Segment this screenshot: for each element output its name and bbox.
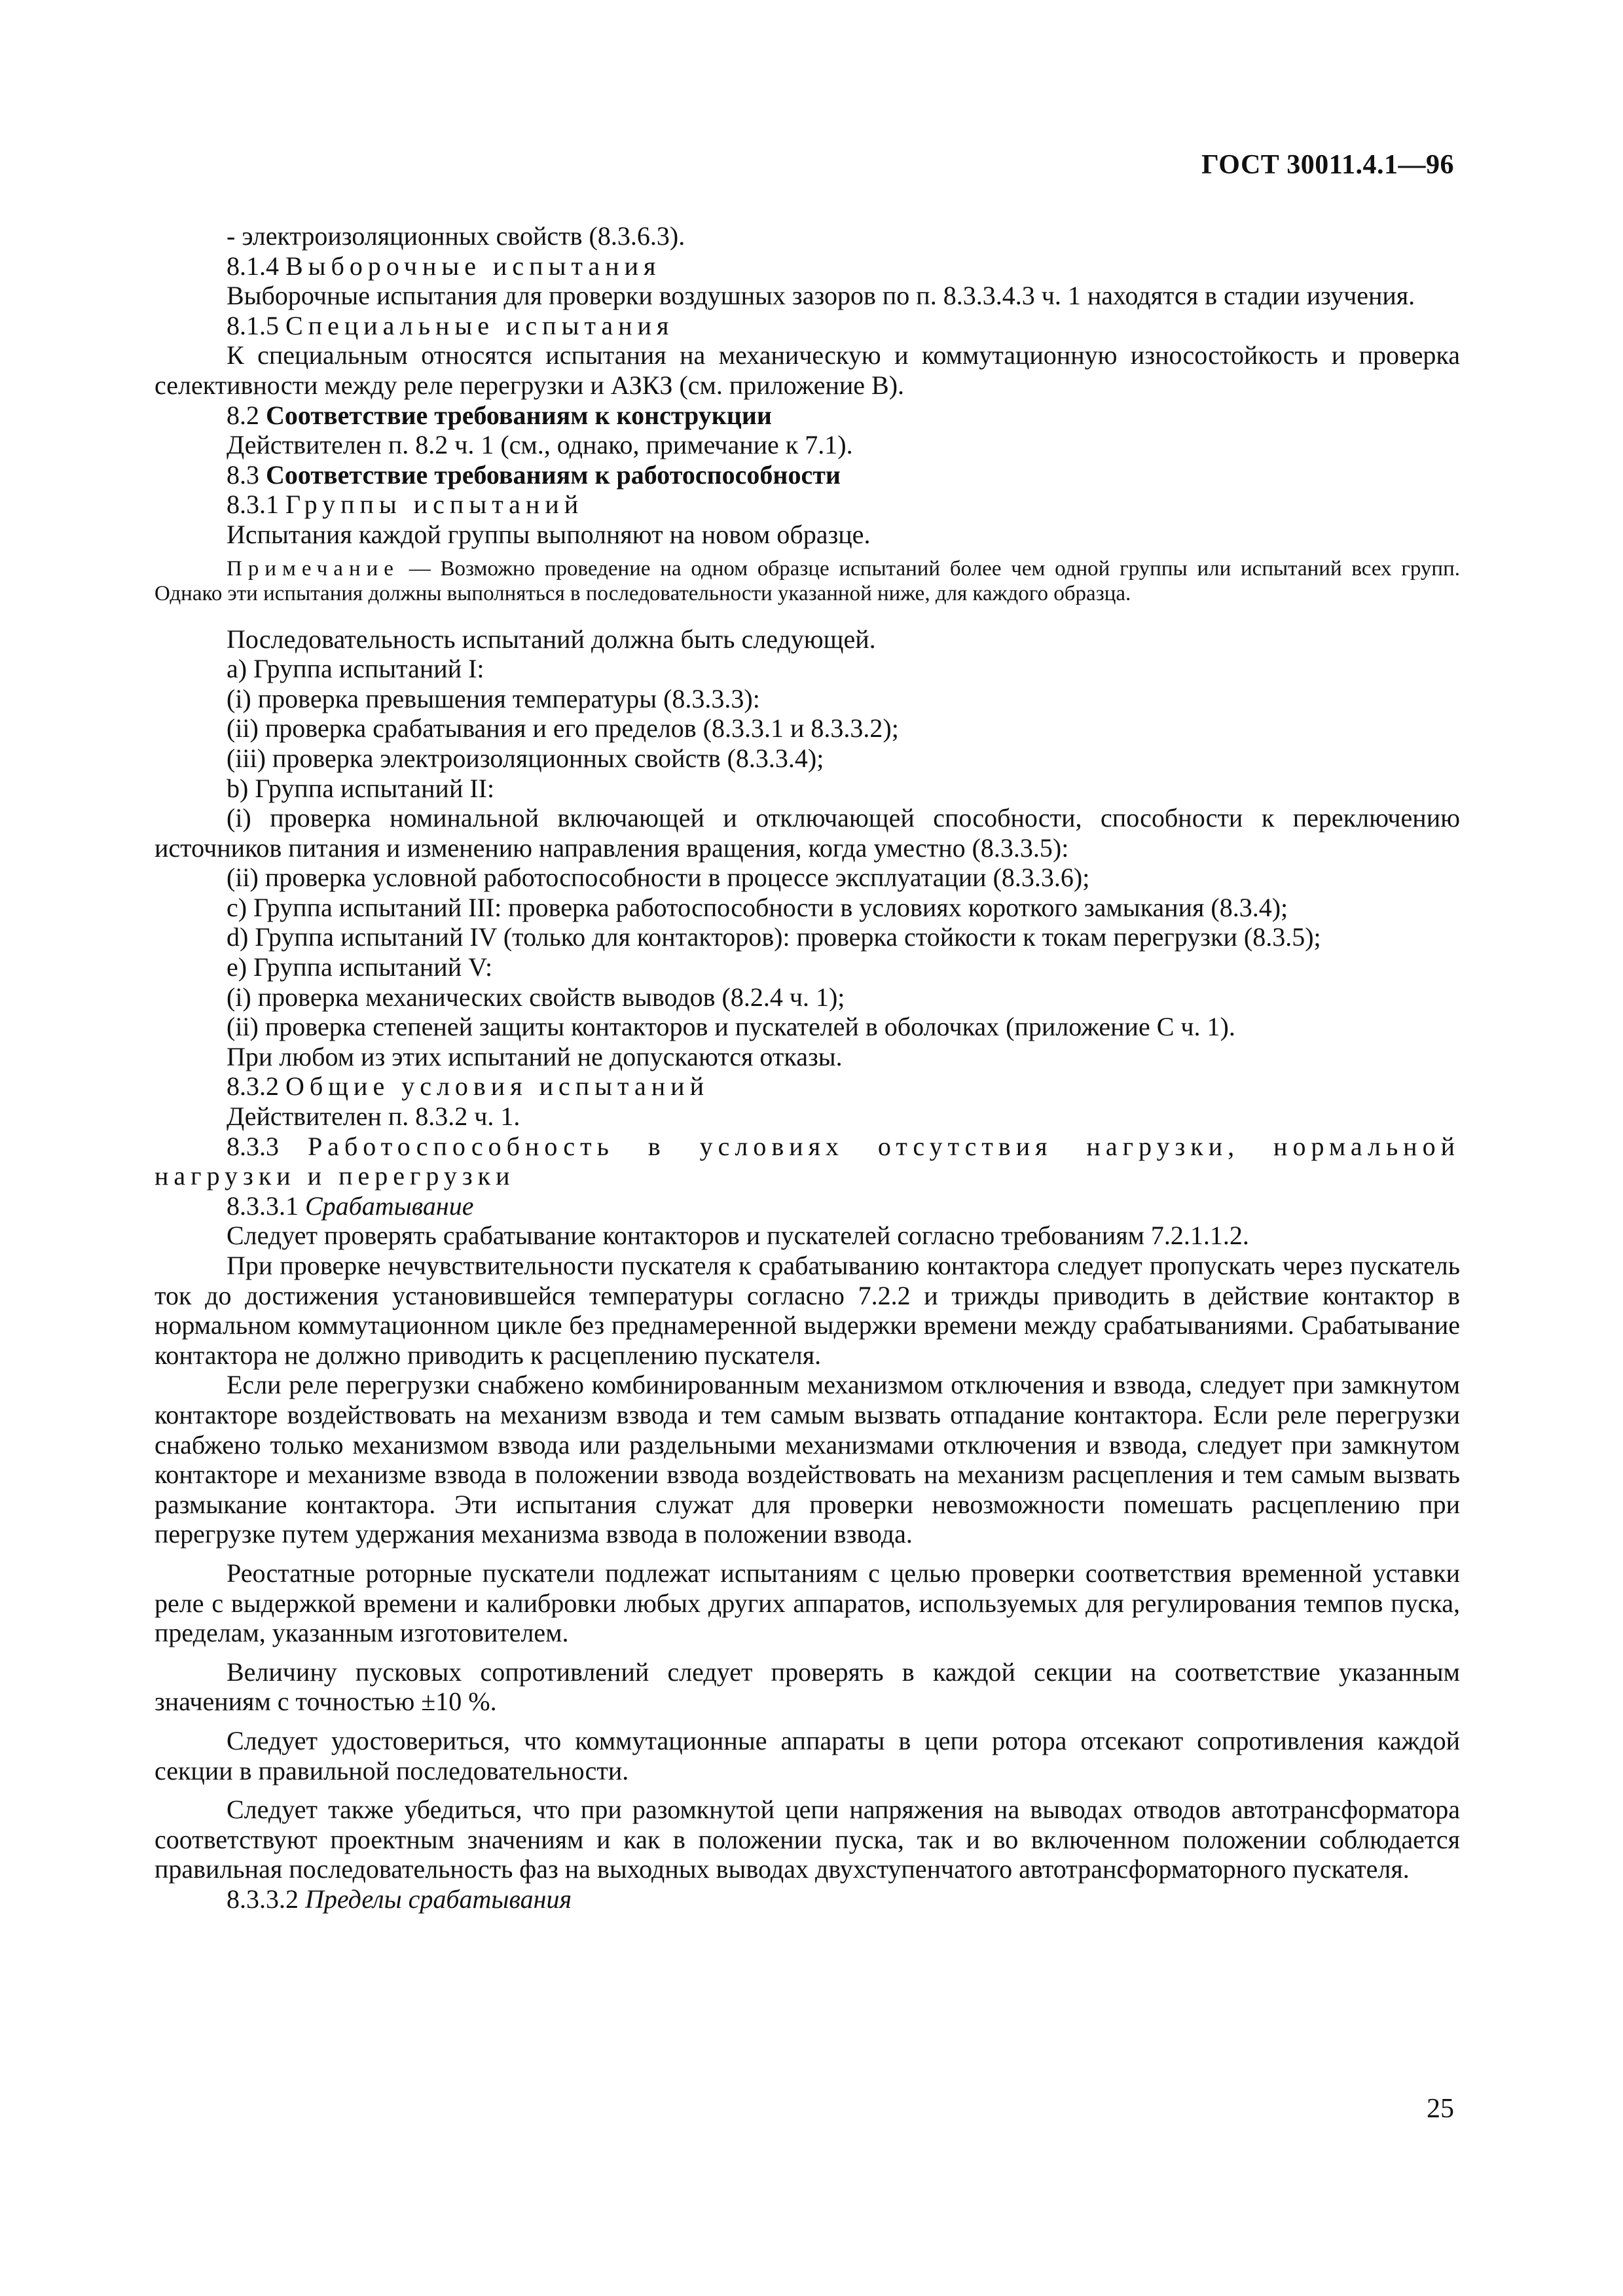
page-number: 25 [1427, 2094, 1454, 2124]
list-item: (iii) проверка электроизоляционных свойств (8.3.3.4); [227, 743, 824, 773]
document-body [155, 221, 1460, 1914]
list-item: b) Группа испытаний II: [227, 773, 495, 803]
paragraph: Следует также убедиться, что при разомкнутой цепи напряжения на выводах отводов автотрансформатора соответствуют проектным значениям и как в положении пуска, так и во включенном положении соблюдается правильная последовательность фаз на выходных выводах двухступенчатого автотрансформаторного пускателя. [155, 1795, 1460, 1884]
paragraph: Действителен п. 8.3.2 ч. 1. [227, 1102, 520, 1132]
list-item: (i) проверка механических свойств выводов (8.2.4 ч. 1); [227, 982, 845, 1012]
section-heading-8-3-1: 8.3.1 Группы испытаний [227, 490, 584, 520]
list-item: а) Группа испытаний I: [227, 654, 484, 684]
paragraph: При проверке нечувствительности пускателя к срабатыванию контактора следует пропускать через пускатель ток до достижения установившейся температуры согласно 7.2.2 и трижды приводить в действие контактор в нормальном коммутационном цикле без преднамеренной выдержки времени между срабатываниями. Срабатывание контактора не должно приводить к расцеплению пускателя. [155, 1251, 1460, 1370]
paragraph: К специальным относятся испытания на механическую и коммутационную износостойкость и проверка селективности между реле перегрузки и АЗКЗ (см. приложение В). [155, 340, 1460, 400]
section-heading-8-3-3-1: 8.3.3.1 Срабатывание [227, 1191, 474, 1221]
list-item: (i) проверка номинальной включающей и отключающей способности, способности к переключению источников питания и изменению направления вращения, когда уместно (8.3.3.5): [155, 803, 1460, 863]
paragraph: Действителен п. 8.2 ч. 1 (см., однако, примечание к 7.1). [227, 430, 853, 460]
paragraph: Следует проверять срабатывание контакторов и пускателей согласно требованиям 7.2.1.1.2. [227, 1221, 1249, 1251]
list-item: е) Группа испытаний V: [227, 952, 493, 982]
text-line: - электроизоляционных свойств (8.3.6.3). [227, 221, 685, 251]
section-heading-8-3-2: 8.3.2 Общие условия испытаний [227, 1071, 709, 1102]
section-heading-8-2: 8.2 Соответствие требованиям к конструкции [227, 400, 772, 430]
list-item: (ii) проверка срабатывания и его пределов (8.3.3.1 и 8.3.3.2); [227, 713, 899, 744]
paragraph: Выборочные испытания для проверки воздушных зазоров по п. 8.3.3.4.3 ч. 1 находятся в стадии изучения. [227, 281, 1415, 311]
note-block [155, 556, 1460, 606]
paragraph: При любом из этих испытаний не допускаются отказы. [227, 1041, 843, 1071]
section-heading-8-1-5: 8.1.5 Специальные испытания [227, 310, 674, 340]
paragraph: Последовательность испытаний должна быть следующей. [227, 624, 876, 654]
list-item: d) Группа испытаний IV (только для контакторов): проверка стойкости к токам перегрузки (8.3.5); [227, 922, 1321, 952]
section-heading-8-1-4: 8.1.4 Выборочные испытания [227, 251, 661, 281]
list-item: (ii) проверка условной работоспособности в процессе эксплуатации (8.3.3.6); [227, 863, 1090, 893]
list-item: с) Группа испытаний III: проверка работоспособности в условиях короткого замыкания (8.3.4); [227, 892, 1288, 922]
list-item: (i) проверка превышения температуры (8.3.3.3): [227, 683, 760, 713]
paragraph: Испытания каждой группы выполняют на новом образце. [227, 519, 871, 549]
note-label: Примечание [227, 556, 399, 581]
note-text: — Возможно проведение на одном образце испытаний более чем одной группы или испытаний всех групп. Однако эти испытания должны выполняться в последовательности указанной ниже, для каждого образца. [155, 556, 1460, 605]
section-heading-8-3-3: 8.3.3 Работоспособность в условиях отсутствия нагрузки, нормальной нагрузки и перегрузки [155, 1131, 1460, 1191]
section-heading-8-3: 8.3 Соответствие требованиям к работоспособности [227, 459, 841, 490]
paragraph: Если реле перегрузки снабжено комбинированным механизмом отключения и взвода, следует при замкнутом контакторе воздействовать на механизм взвода и тем самым вызвать отпадание контактора. Если реле перегрузки снабжено только механизмом взвода или раздельными механизмами отключения и взвода, следует при замкнутом контакторе и механизме взвода в положении взвода воздействовать на механизм расцепления и тем самым вызвать размыкание контактора. Эти испытания служат для проверки невозможности помешать расцеплению при перегрузке путем удержания механизма взвода в положении взвода. [155, 1370, 1460, 1549]
list-item: (ii) проверка степеней защиты контакторов и пускателей в оболочках (приложение С ч. 1). [227, 1012, 1235, 1042]
paragraph: Реостатные роторные пускатели подлежат испытаниям с целью проверки соответствия временной уставки реле с выдержкой времени и калибровки любых других аппаратов, используемых для регулирования темпов пуска, пределам, указанным изготовителем. [155, 1558, 1460, 1648]
standard-header: ГОСТ 30011.4.1—96 [1201, 150, 1454, 180]
paragraph: Величину пусковых сопротивлений следует проверять в каждой секции на соответствие указанным значениям с точностью ±10 %. [155, 1657, 1460, 1717]
paragraph: Следует удостовериться, что коммутационные аппараты в цепи ротора отсекают сопротивления каждой секции в правильной последовательности. [155, 1725, 1460, 1785]
section-heading-8-3-3-2: 8.3.3.2 Пределы срабатывания [227, 1884, 572, 1914]
